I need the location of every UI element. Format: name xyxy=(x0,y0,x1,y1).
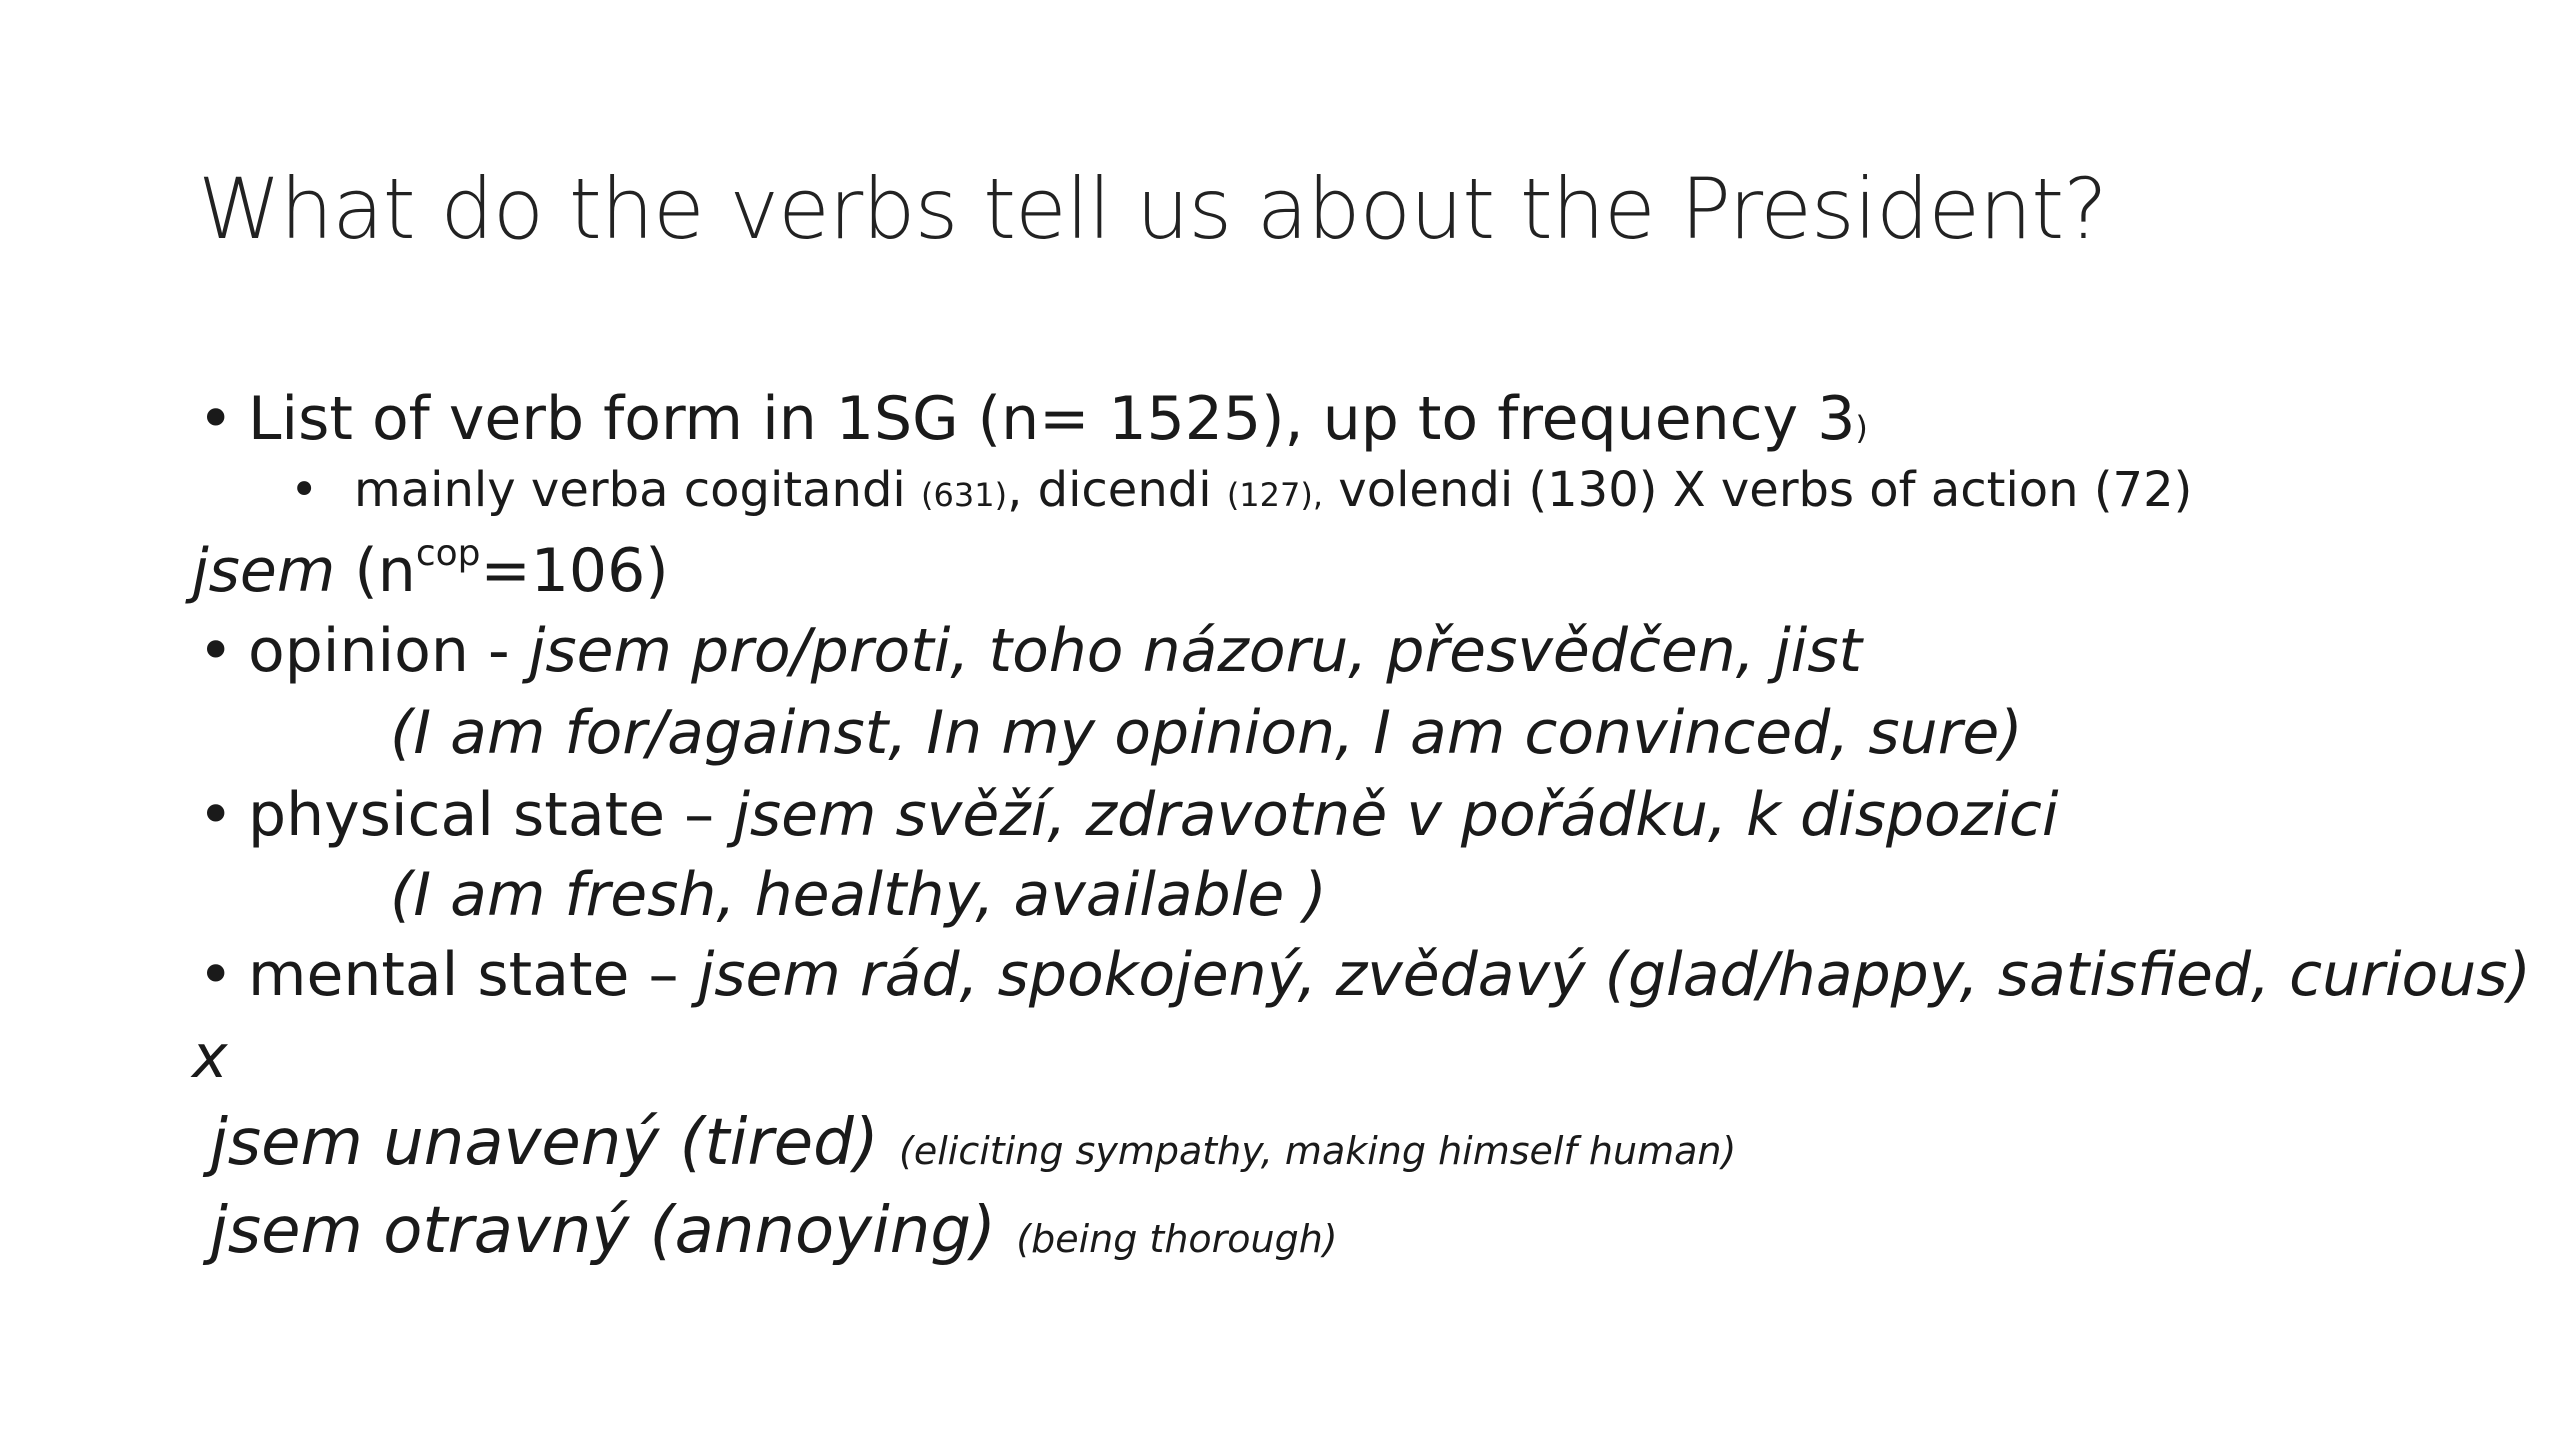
mental-examples: jsem rád, spokojený, zvědavý (glad/happy, satisfied, curious) xyxy=(697,940,2531,1010)
bullet-dot: • xyxy=(198,616,234,686)
opinion-label: opinion - xyxy=(248,616,529,686)
annoying-note: (being thorough) xyxy=(1016,1217,1338,1261)
bullet-dot: • xyxy=(198,384,234,454)
verb-types-part3: volendi (130) X verbs of action (72) xyxy=(1323,462,2193,518)
jsem-open: (n xyxy=(335,536,416,606)
tired-note: (eliciting sympathy, making himself human) xyxy=(899,1129,1737,1173)
physical-translation: (I am fresh, healthy, available ) xyxy=(390,860,1327,930)
verb-types-part2: , dicendi xyxy=(1007,462,1227,518)
physical-translation-line xyxy=(390,860,1327,930)
slide-title: What do the verbs tell us about the President? xyxy=(198,160,2107,258)
verb-types-count1: (631) xyxy=(921,476,1008,514)
opinion-examples: jsem pro/proti, toho názoru, přesvědčen, jist xyxy=(528,616,1863,686)
physical-label: physical state – xyxy=(248,780,734,850)
verb-list-suffix: ) xyxy=(1855,409,1868,447)
bullet-physical-state xyxy=(198,780,2059,850)
mental-label: mental state – xyxy=(248,940,698,1010)
contrast-marker: x xyxy=(192,1022,228,1092)
sub-bullet-dot: • xyxy=(290,462,319,518)
sub-bullet-verb-types xyxy=(290,462,2192,518)
jsem-heading xyxy=(192,533,669,606)
opinion-translation-line xyxy=(390,698,2023,768)
contrast-marker-line xyxy=(192,1022,228,1092)
jsem-superscript: cop xyxy=(415,533,481,574)
bullet-dot: • xyxy=(198,780,234,850)
jsem-word: jsem xyxy=(192,536,336,606)
annoying-line xyxy=(210,1194,1338,1268)
bullet-mental-state xyxy=(198,940,2531,1010)
bullet-opinion xyxy=(198,616,1862,686)
bullet-verb-list xyxy=(198,384,1868,454)
opinion-translation: (I am for/against, In my opinion, I am convinced, sure) xyxy=(390,698,2023,768)
verb-types-count2: (127), xyxy=(1226,476,1324,514)
tired-line xyxy=(210,1106,1736,1180)
tired-text: jsem unavený (tired) xyxy=(210,1106,900,1180)
physical-examples: jsem svěží, zdravotně v pořádku, k dispozici xyxy=(733,780,2059,850)
verb-types-part1: mainly verba cogitandi xyxy=(354,462,922,518)
verb-list-text: List of verb form in 1SG (n= 1525), up to frequency 3 xyxy=(248,384,1856,454)
bullet-dot: • xyxy=(198,940,234,1010)
jsem-count: =106) xyxy=(480,536,669,606)
annoying-text: jsem otravný (annoying) xyxy=(210,1194,1017,1268)
